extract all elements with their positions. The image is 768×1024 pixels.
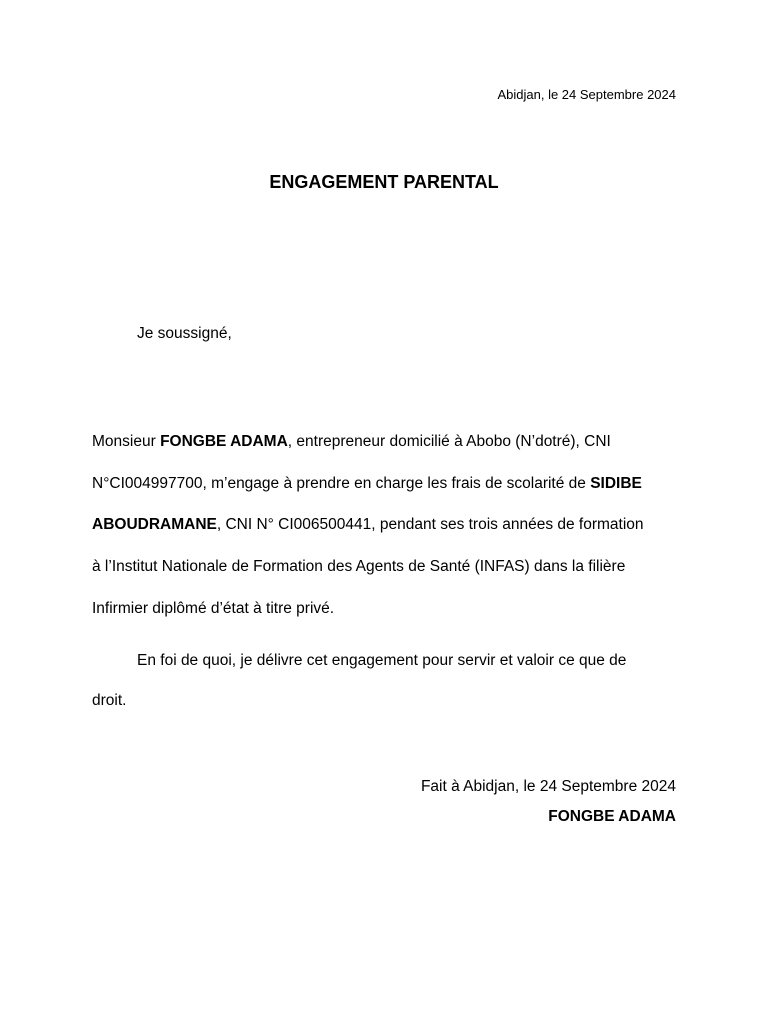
header-date: Abidjan, le 24 Septembre 2024 <box>497 87 676 102</box>
paragraph-line <box>92 432 611 452</box>
paragraph-line <box>137 651 626 671</box>
text-run: à l’Institut Nationale de Formation des Agents de Santé (INFAS) dans la filière <box>92 558 626 575</box>
text-run: N°CI004997700, m’engage à prendre en charge les frais de scolarité de <box>92 475 591 492</box>
text-run: , CNI N° CI006500441, pendant ses trois années de formation <box>216 516 644 533</box>
paragraph-line <box>92 691 126 711</box>
student-name-first: SIDIBE <box>590 475 642 492</box>
text-run: Infirmier diplômé d’état à titre privé. <box>92 600 335 617</box>
salutation: Je soussigné, <box>137 325 232 342</box>
paragraph-line <box>92 599 334 619</box>
closing-place-date: Fait à Abidjan, le 24 Septembre 2024 <box>420 778 676 795</box>
paragraph-line <box>92 557 625 577</box>
paragraph-line <box>92 474 642 494</box>
student-name-last: ABOUDRAMANE <box>92 516 217 533</box>
text-run: droit. <box>92 692 127 709</box>
text-run: , entrepreneur domicilié à Abobo (N’dotré), CNI <box>287 433 611 450</box>
text-run: En foi de quoi, je délivre cet engagement pour servir et valoir ce que de <box>137 652 627 669</box>
text-run: Monsieur <box>92 433 161 450</box>
parent-name: FONGBE ADAMA <box>160 433 288 450</box>
document-title: ENGAGEMENT PARENTAL <box>269 172 499 192</box>
signatory-name: FONGBE ADAMA <box>548 808 676 825</box>
paragraph-line <box>92 515 644 535</box>
